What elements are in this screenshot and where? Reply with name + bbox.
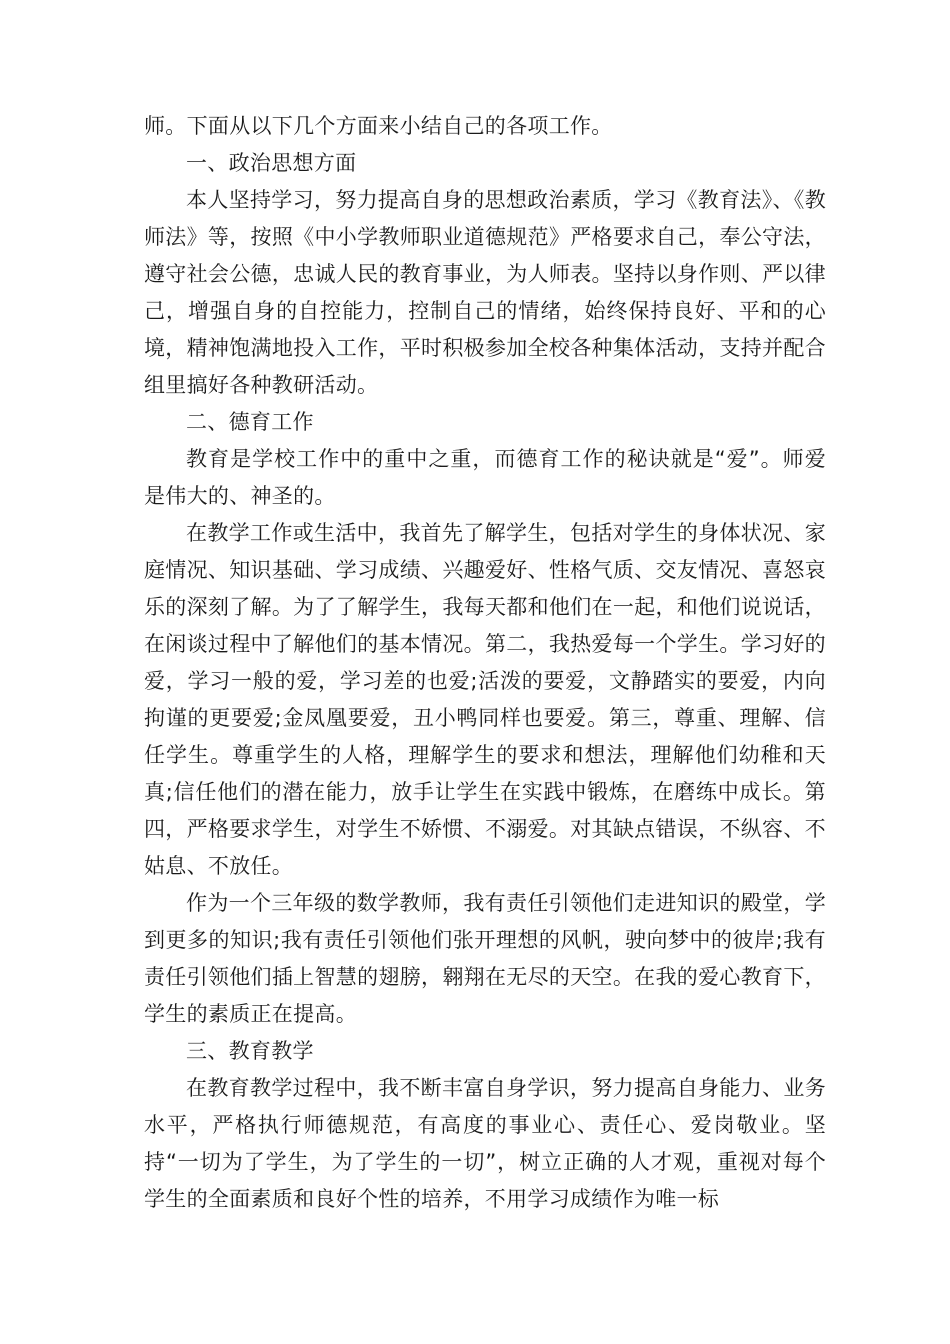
paragraph-teaching-body: 在教育教学过程中，我不断丰富自身学识，努力提高自身能力、业务水平，严格执行师德规范，有高度的事业心、责任心、爱岗敬业。坚持“一切为了学生，为了学生的一切”，树立正确的人才观，重视对每个学生的全面素质和良好个性的培养，不用学习成绩作为唯一标 <box>144 1076 826 1211</box>
section-heading-teaching: 三、教育教学 <box>186 1039 314 1063</box>
section-heading-political: 一、政治思想方面 <box>186 151 357 175</box>
paragraph-political-body: 本人坚持学习，努力提高自身的思想政治素质，学习《教育法》、《教师法》等，按照《中小学教师职业道德规范》严格要求自己，奉公守法，遵守社会公德，忠诚人民的教育事业，为人师表。坚持以身作则、严以律己，增强自身的自控能力，控制自己的情绪，始终保持良好、平和的心境，精神饱满地投入工作，平时积极参加全校各种集体活动，支持并配合组里搞好各种教研活动。 <box>144 188 826 397</box>
paragraph-moral-intro: 教育是学校工作中的重中之重，而德育工作的秘诀就是“爱”。师爱是伟大的、神圣的。 <box>144 447 826 508</box>
paragraph-continuation: 师。下面从以下几个方面来小结自己的各项工作。 <box>144 114 613 138</box>
paragraph-moral-understanding: 在教学工作或生活中，我首先了解学生，包括对学生的身体状况、家庭情况、知识基础、学习成绩、兴趣爱好、性格气质、交友情况、喜怒哀乐的深刻了解。为了了解学生，我每天都和他们在一起，和他们说说话，在闲谈过程中了解他们的基本情况。第二，我热爱每一个学生。学习好的爱，学习一般的爱，学习差的也爱;活泼的要爱，文静踏实的要爱，内向拘谨的更要爱;金凤凰要爱，丑小鸭同样也要爱。第三，尊重、理解、信任学生。尊重学生的人格，理解学生的要求和想法，理解他们幼稚和天真;信任他们的潜在能力，放手让学生在实践中锻炼，在磨练中成长。第四，严格要求学生，对学生不娇惯、不溺爱。对其缺点错误，不纵容、不姑息、不放任。 <box>144 521 826 878</box>
section-heading-moral: 二、德育工作 <box>186 410 314 434</box>
paragraph-moral-responsibility: 作为一个三年级的数学教师，我有责任引领他们走进知识的殿堂，学到更多的知识;我有责任引领他们张开理想的风帆，驶向梦中的彼岸;我有责任引领他们插上智慧的翅膀，翱翔在无尽的天空。在我的爱心教育下，学生的素质正在提高。 <box>144 891 826 1026</box>
document-body <box>144 108 826 1218</box>
